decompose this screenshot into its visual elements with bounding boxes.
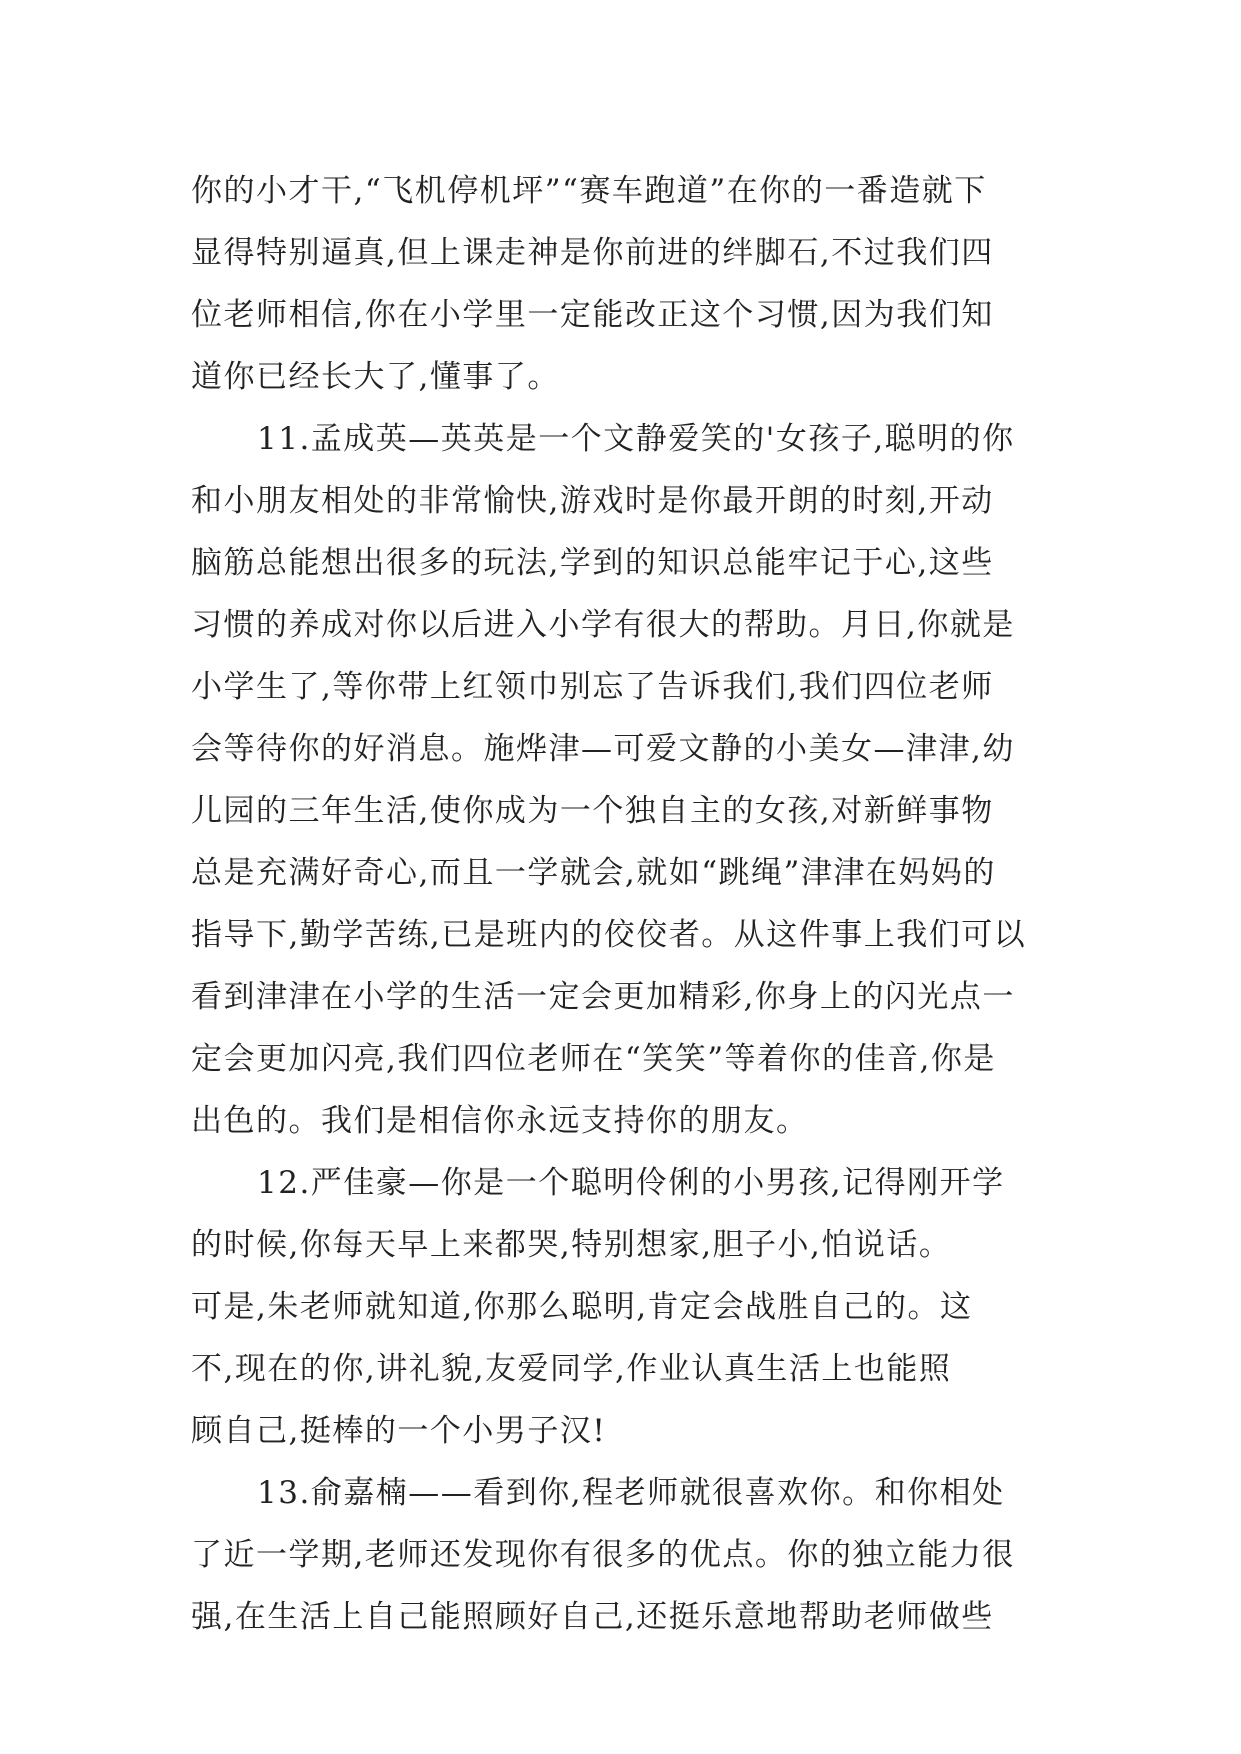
paragraph-first-line: 13.俞嘉楠——看到你,程老师就很喜欢你。和你相处: [257, 1475, 1005, 1511]
text-line: 习惯的养成对你以后进入小学有很大的帮助。月日,你就是: [191, 607, 1015, 643]
text-line: 顾自己,挺棒的一个小男子汉!: [191, 1413, 607, 1449]
text-line: 会等待你的好消息。施烨津—可爱文静的小美女—津津,幼: [191, 731, 1015, 767]
text-line: 看到津津在小学的生活一定会更加精彩,你身上的闪光点一: [191, 979, 1015, 1015]
text-line: 和小朋友相处的非常愉快,游戏时是你最开朗的时刻,开动: [191, 483, 994, 519]
text-line: 总是充满好奇心,而且一学就会,就如“跳绳”津津在妈妈的: [191, 855, 996, 891]
text-line: 定会更加闪亮,我们四位老师在“笑笑”等着你的佳音,你是: [191, 1041, 996, 1077]
document-body: [191, 160, 1071, 1648]
text-line: 出色的。我们是相信你永远支持你的朋友。: [191, 1103, 809, 1139]
paragraph-first-line: 11.孟成英—英英是一个文静爱笑的'女孩子,聪明的你: [257, 421, 1015, 457]
text-line: 了近一学期,老师还发现你有很多的优点。你的独立能力很: [191, 1537, 1015, 1573]
text-line: 不,现在的你,讲礼貌,友爱同学,作业认真生活上也能照: [191, 1351, 952, 1387]
text-line: 小学生了,等你带上红领巾别忘了告诉我们,我们四位老师: [191, 669, 994, 705]
text-line: 道你已经长大了,懂事了。: [191, 359, 560, 395]
paragraph-first-line: 12.严佳豪—你是一个聪明伶俐的小男孩,记得刚开学: [257, 1165, 1005, 1201]
text-line: 强,在生活上自己能照顾好自己,还挺乐意地帮助老师做些: [191, 1599, 994, 1635]
text-line: 脑筋总能想出很多的玩法,学到的知识总能牢记于心,这些: [191, 545, 994, 581]
text-line: 位老师相信,你在小学里一定能改正这个习惯,因为我们知: [191, 297, 994, 333]
text-line: 显得特别逼真,但上课走神是你前进的绊脚石,不过我们四: [191, 235, 994, 271]
text-line: 可是,朱老师就知道,你那么聪明,肯定会战胜自己的。这: [191, 1289, 973, 1325]
text-line: 指导下,勤学苦练,已是班内的佼佼者。从这件事上我们可以: [191, 917, 1027, 953]
text-line: 儿园的三年生活,使你成为一个独自主的女孩,对新鲜事物: [191, 793, 994, 829]
text-line: 的时候,你每天早上来都哭,特别想家,胆子小,怕说话。: [191, 1227, 952, 1263]
text-line: 你的小才干,“飞机停机坪”“赛车跑道”在你的一番造就下: [191, 173, 987, 209]
